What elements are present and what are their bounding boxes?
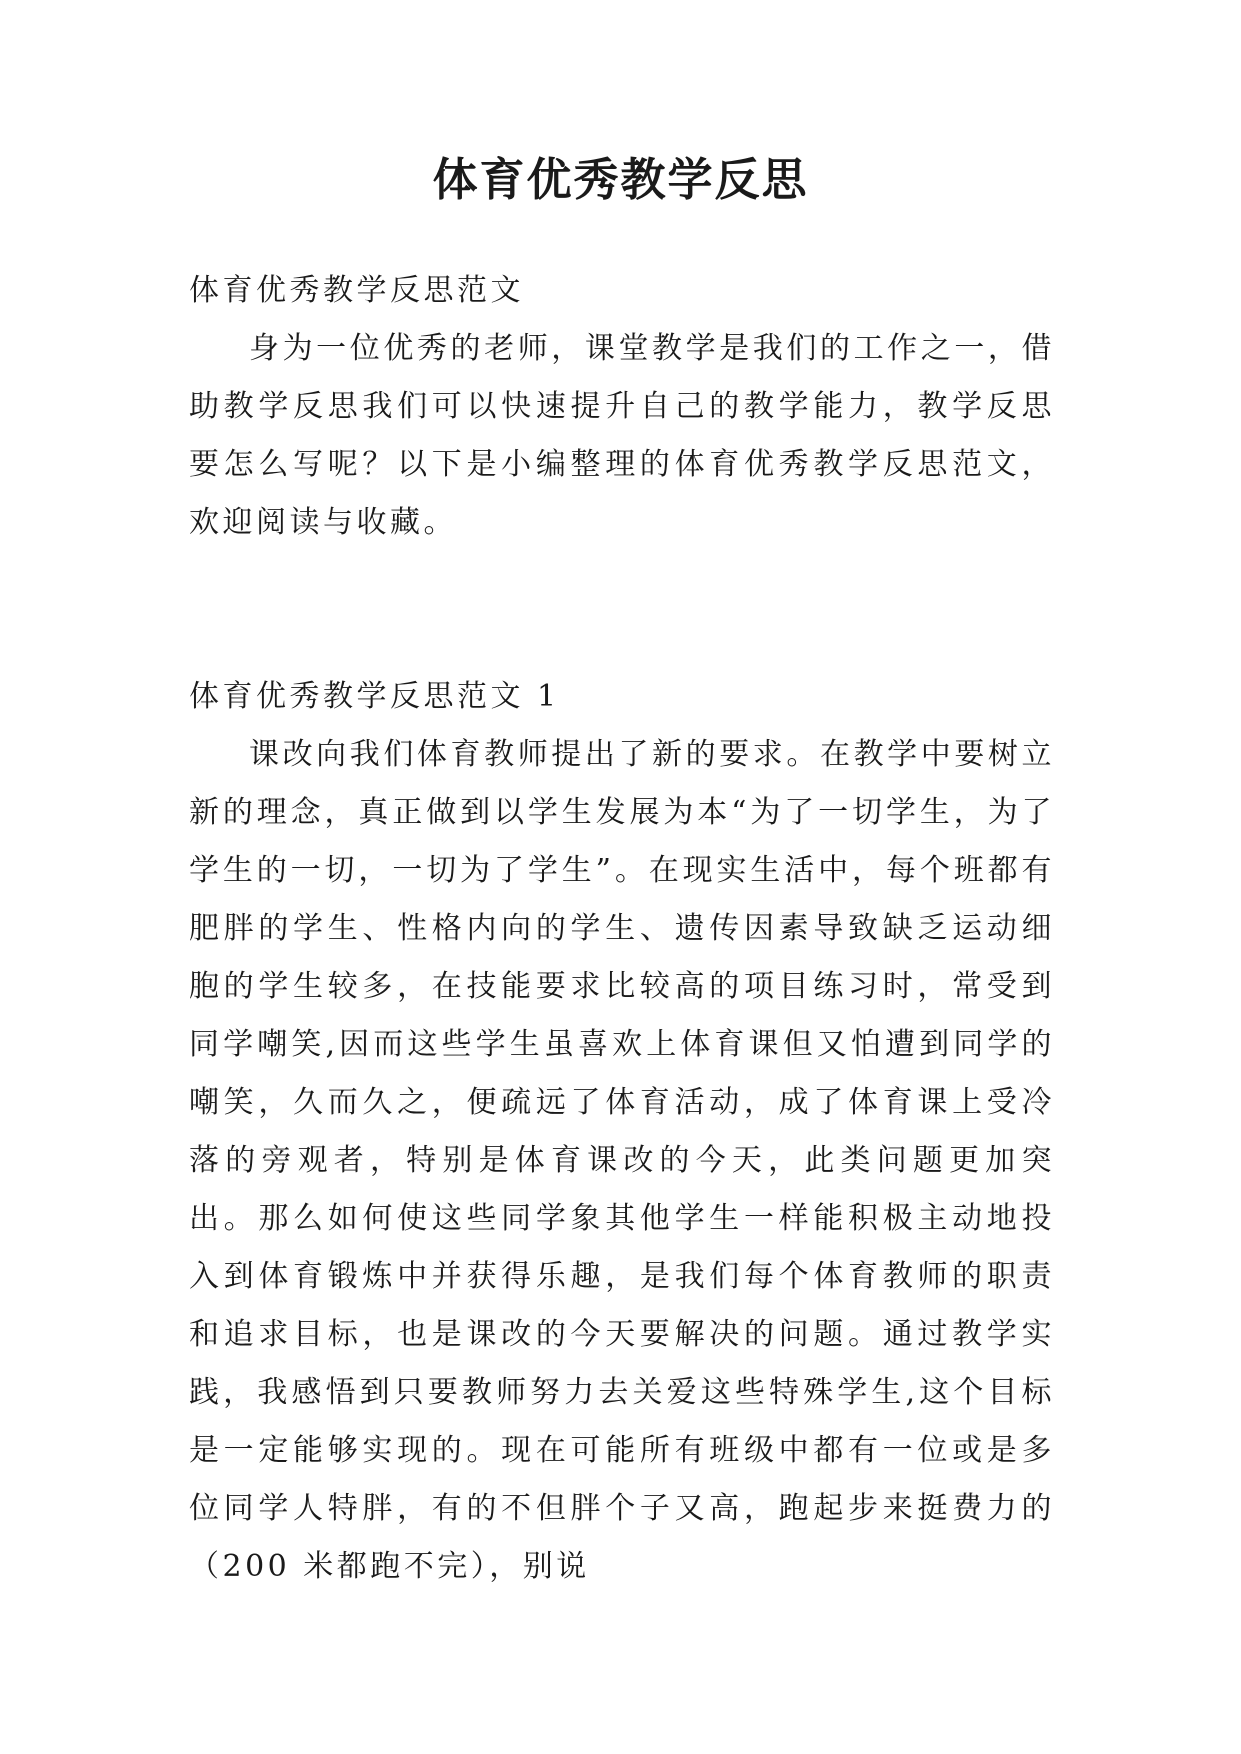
document-title: 体育优秀教学反思 — [432, 153, 809, 206]
section-1-paragraph: 课改向我们体育教师提出了新的要求。在教学中要树立新的理念，真正做到以学生发展为本“为了一切学生，为了学生的一切，一切为了学生”。在现实生活中，每个班都有肥胖的学生、性格内向的学生、遗传因素导致缺乏运动细胞的学生较多，在技能要求比较高的项目练习时，常受到同学嘲笑,因而这些学生虽喜欢上体育课但又怕遭到同学的嘲笑，久而久之，便疏远了体育活动，成了体育课上受冷落的旁观者，特别是体育课改的今天，此类问题更加突出。那么如何使这些同学象其他学生一样能积极主动地投入到体育锻炼中并获得乐趣，是我们每个体育教师的职责和追求目标，也是课改的今天要解决的问题。通过教学实践，我感悟到只要教师努力去关爱这些特殊学生,这个目标是一定能够实现的。现在可能所有班级中都有一位或是多位同学人特胖，有的不但胖个子又高，跑起步来挺费力的（200 米都跑不完），别说 — [189, 737, 1055, 1584]
section-1-heading: 体育优秀教学反思范文 1 — [189, 679, 560, 714]
section-spacer — [189, 552, 1055, 668]
intro-paragraph: 身为一位优秀的老师，课堂教学是我们的工作之一，借助教学反思我们可以快速提升自己的教学能力，教学反思要怎么写呢？以下是小编整理的体育优秀教学反思范文，欢迎阅读与收藏。 — [189, 331, 1055, 540]
document-body — [189, 262, 1055, 1596]
intro-heading: 体育优秀教学反思范文 — [189, 273, 524, 308]
